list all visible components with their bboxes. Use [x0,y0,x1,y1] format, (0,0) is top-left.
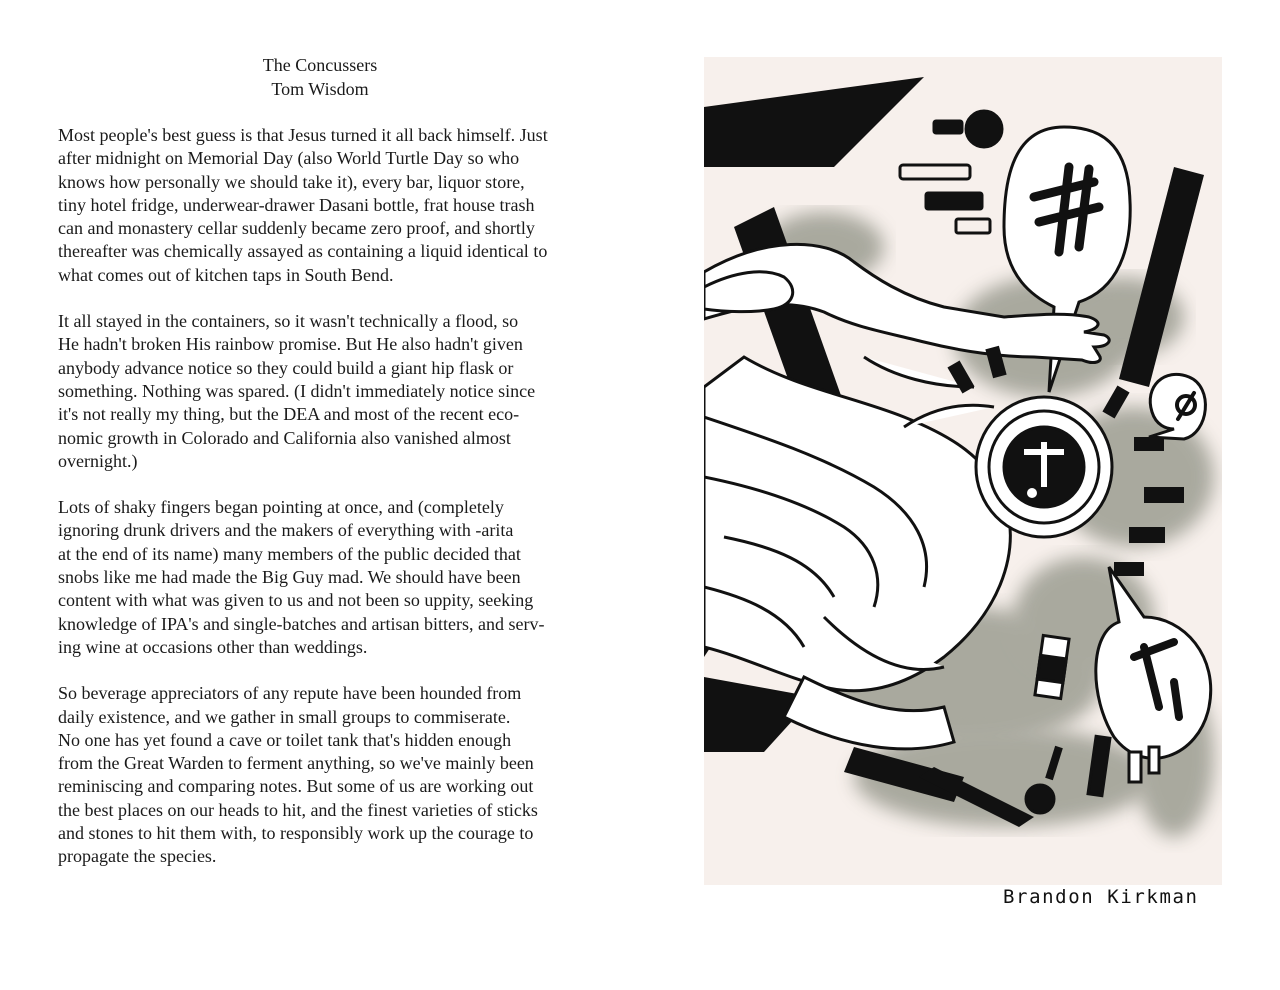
story-heading [58,53,582,101]
paragraph-line: something. Nothing was spared. (I didn't immediately notice since [58,380,536,401]
paragraph-line: and stones to hit them with, to responsibly work up the courage to [58,823,534,844]
paragraph-line: It all stayed in the containers, so it wasn't technically a flood, so [58,311,519,332]
paragraph-line: knows how personally we should take it), every bar, liquor store, [58,171,525,192]
story-paragraph [58,310,588,473]
paragraph-line: Lots of shaky fingers began pointing at once, and (completely [58,497,504,518]
story-title: The Concussers [262,55,378,75]
paragraph-line: after midnight on Memorial Day (also World Turtle Day so who [58,148,520,169]
paragraph-line: ignoring drunk drivers and the makers of everything with -arita [58,520,514,541]
paragraph-line: He hadn't broken His rainbow promise. But He also hadn't given [58,334,523,355]
illustration-drawing [704,57,1222,885]
paragraph-line: from the Great Warden to ferment anything, so we've mainly been [58,753,534,774]
story-body [58,124,588,869]
paragraph-line: what comes out of kitchen taps in South Bend. [58,264,394,285]
story-author: Tom Wisdom [271,79,369,99]
paragraph-line: daily existence, and we gather in small groups to commiserate. [58,706,511,727]
story-paragraph [58,496,588,659]
top-marks [900,111,1002,233]
story-paragraph [58,124,588,287]
paragraph-line: it's not really my thing, but the DEA and most of the recent eco- [58,404,520,425]
paragraph-line: thereafter was chemically assayed as containing a liquid identical to [58,241,548,262]
paragraph-line: anybody advance notice so they could build a giant hip flask or [58,357,514,378]
paragraph-line: nomic growth in Colorado and California also vanished almost [58,427,511,448]
paragraph-line: the best places on our heads to hit, and the finest varieties of sticks [58,799,538,820]
comic-illustration [704,57,1222,885]
paragraph-line: reminiscing and comparing notes. But some of us are working out [58,776,534,797]
paragraph-line: can and monastery cellar suddenly became zero proof, and shortly [58,218,535,239]
paragraph-line: propagate the species. [58,846,217,867]
artist-credit: Brandon Kirkman [1003,886,1199,908]
paragraph-line: content with what was given to us and not been so uppity, seeking [58,590,534,611]
figure-head [976,397,1112,537]
paragraph-line: snobs like me had made the Big Guy mad. We should have been [58,567,521,588]
paragraph-line: So beverage appreciators of any repute have been hounded from [58,683,522,704]
paragraph-line: ing wine at occasions other than weddings. [58,636,368,657]
paragraph-line: No one has yet found a cave or toilet tank that's hidden enough [58,729,512,750]
paragraph-line: at the end of its name) many members of the public decided that [58,543,521,564]
paragraph-line: knowledge of IPA's and single-batches and artisan bitters, and serv- [58,613,545,634]
paragraph-line: overnight.) [58,450,138,471]
story-page [58,53,588,869]
paragraph-line: Most people's best guess is that Jesus turned it all back himself. Just [58,125,548,145]
story-paragraph [58,682,588,868]
paragraph-line: tiny hotel fridge, underwear-drawer Dasani bottle, frat house trash [58,194,535,215]
